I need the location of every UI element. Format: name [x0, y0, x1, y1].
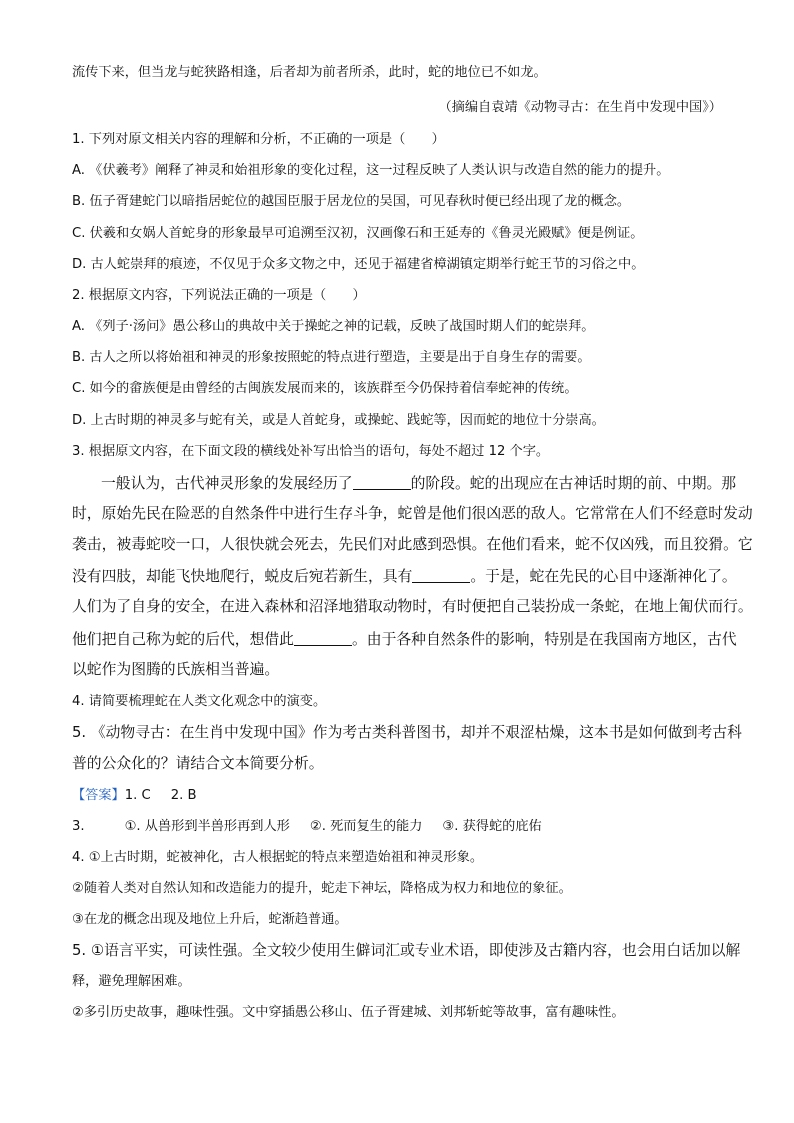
- answer-3-part-2: ②. 死而复生的能力: [309, 819, 423, 834]
- q5-stem-line-2: 普的公众化的？请结合文本简要分析。: [72, 755, 324, 772]
- q2-option-c: C. 如今的畲族便是由曾经的古闽族发展而来的，该族群至今仍保持着信奉蛇神的传统。: [72, 381, 578, 396]
- q3-passage-line-1: 一般认为，古代神灵形象的发展经历了 的阶段。蛇的出现应在古神话时期的前、中期。那: [101, 474, 737, 492]
- q1-stem: 1. 下列对原文相关内容的理解和分析，不正确的一项是（ ）: [72, 132, 445, 147]
- q2-option-a: A. 《列子·汤问》愚公移山的典故中关于操蛇之神的记载，反映了战国时期人们的蛇崇拜。: [72, 319, 595, 334]
- answer-3-line: [72, 818, 542, 836]
- answer-4-line-3: ③在龙的概念出现及地位上升后，蛇渐趋普通。: [72, 912, 348, 927]
- q1-option-c: C. 伏羲和女娲人首蛇身的形象最早可追溯至汉初，汉画像石和王延寿的《鲁灵光殿赋》便是例证。: [72, 226, 644, 241]
- q5-stem-line-1: 5. 《动物寻古：在生肖中发现中国》作为考古类科普图书，却并不艰涩枯燥，这本书是如何做到考古科: [72, 724, 742, 741]
- q3-passage-line-6: 他们把自己称为蛇的后代，想借此 。由于各种自然条件的影响，特别是在我国南方地区，古代: [72, 630, 737, 648]
- source-citation: （摘编自袁靖《动物寻古：在生肖中发现中国》）: [438, 100, 722, 115]
- fill-blank-3: [294, 630, 352, 646]
- answer-label: 【答案】: [72, 788, 125, 803]
- q3-passage-line-4: 没有四肢，却能飞快地爬行，蜕皮后宛若新生，具有 。于是，蛇在先民的心目中逐渐神化了。: [72, 567, 737, 585]
- answer-4-line-1: 4. ①上古时期，蛇被神化，古人根据蛇的特点来塑造始祖和神灵形象。: [72, 850, 484, 865]
- q2-option-d: D. 上古时期的神灵多与蛇有关，或是人首蛇身，或操蛇、践蛇等，因而蛇的地位十分崇高。: [72, 413, 605, 428]
- fill-blank-1: [353, 474, 411, 490]
- answer-5-line-3: ②多引历史故事，趣味性强。文中穿插愚公移山、伍子胥建城、刘邦斩蛇等故事，富有趣味性。: [72, 1005, 625, 1020]
- q4-stem: 4. 请简要梳理蛇在人类文化观念中的演变。: [72, 694, 327, 709]
- q3-passage-line-2: 时，原始先民在险恶的自然条件中进行生存斗争，蛇曾是他们很凶恶的敌人。它常常在人们不经意时发动: [72, 505, 753, 522]
- q1-option-d: D. 古人蛇崇拜的痕迹，不仅见于众多文物之中，还见于福建省樟湖镇定期举行蛇王节的习俗之中。: [72, 257, 645, 272]
- answer-3-part-3: ③. 获得蛇的庇佑: [442, 819, 542, 834]
- answer-3-number: 3.: [72, 819, 85, 834]
- q1-option-a: A. 《伏羲考》阐释了神灵和始祖形象的变化过程，这一过程反映了人类认识与改造自然的能力的提升。: [72, 163, 670, 178]
- fill-blank-2: [412, 567, 470, 583]
- answer-1: 1. C: [124, 788, 151, 803]
- answer-3-part-1: ①. 从兽形到半兽形再到人形: [124, 819, 290, 834]
- q3-passage-line-5: 人们为了自身的安全，在进入森林和沼泽地猎取动物时，有时便把自己装扮成一条蛇，在地上匍伏而行。: [72, 598, 753, 615]
- q2-stem: 2. 根据原文内容，下列说法正确的一项是（ ）: [72, 288, 366, 303]
- answer-5-line-2: 释，避免理解困难。: [72, 974, 191, 989]
- q3-passage-line-7: 以蛇作为图腾的氏族相当普遍。: [72, 661, 280, 678]
- answer-5-line-1: 5. ①语言平实，可读性强。全文较少使用生僻词汇或专业术语，即使涉及古籍内容，也会用白话加以解: [72, 942, 741, 959]
- q3-passage-line-3: 袭击，被毒蛇咬一口，人很快就会死去，先民们对此感到恐惧。在他们看来，蛇不仅凶残，而且狡猾。它: [72, 536, 753, 553]
- answer-2: 2. B: [170, 788, 197, 803]
- q1-option-b: B. 伍子胥建蛇门以暗指居蛇位的越国臣服于居龙位的吴国，可见春秋时便已经出现了龙的概念。: [72, 194, 631, 209]
- answer-4-line-2: ②随着人类对自然认知和改造能力的提升，蛇走下神坛，降格成为权力和地位的象征。: [72, 881, 572, 896]
- intro-line: 流传下来，但当龙与蛇狭路相逢，后者却为前者所杀，此时，蛇的地位已不如龙。: [72, 65, 547, 80]
- q3-stem: 3. 根据原文内容，在下面文段的横线处补写出恰当的语句，每处不超过 12 个字。: [72, 444, 550, 459]
- answer-line-1: [72, 787, 197, 805]
- q2-option-b: B. 古人之所以将始祖和神灵的形象按照蛇的特点进行塑造，主要是出于自身生存的需要。: [72, 350, 591, 365]
